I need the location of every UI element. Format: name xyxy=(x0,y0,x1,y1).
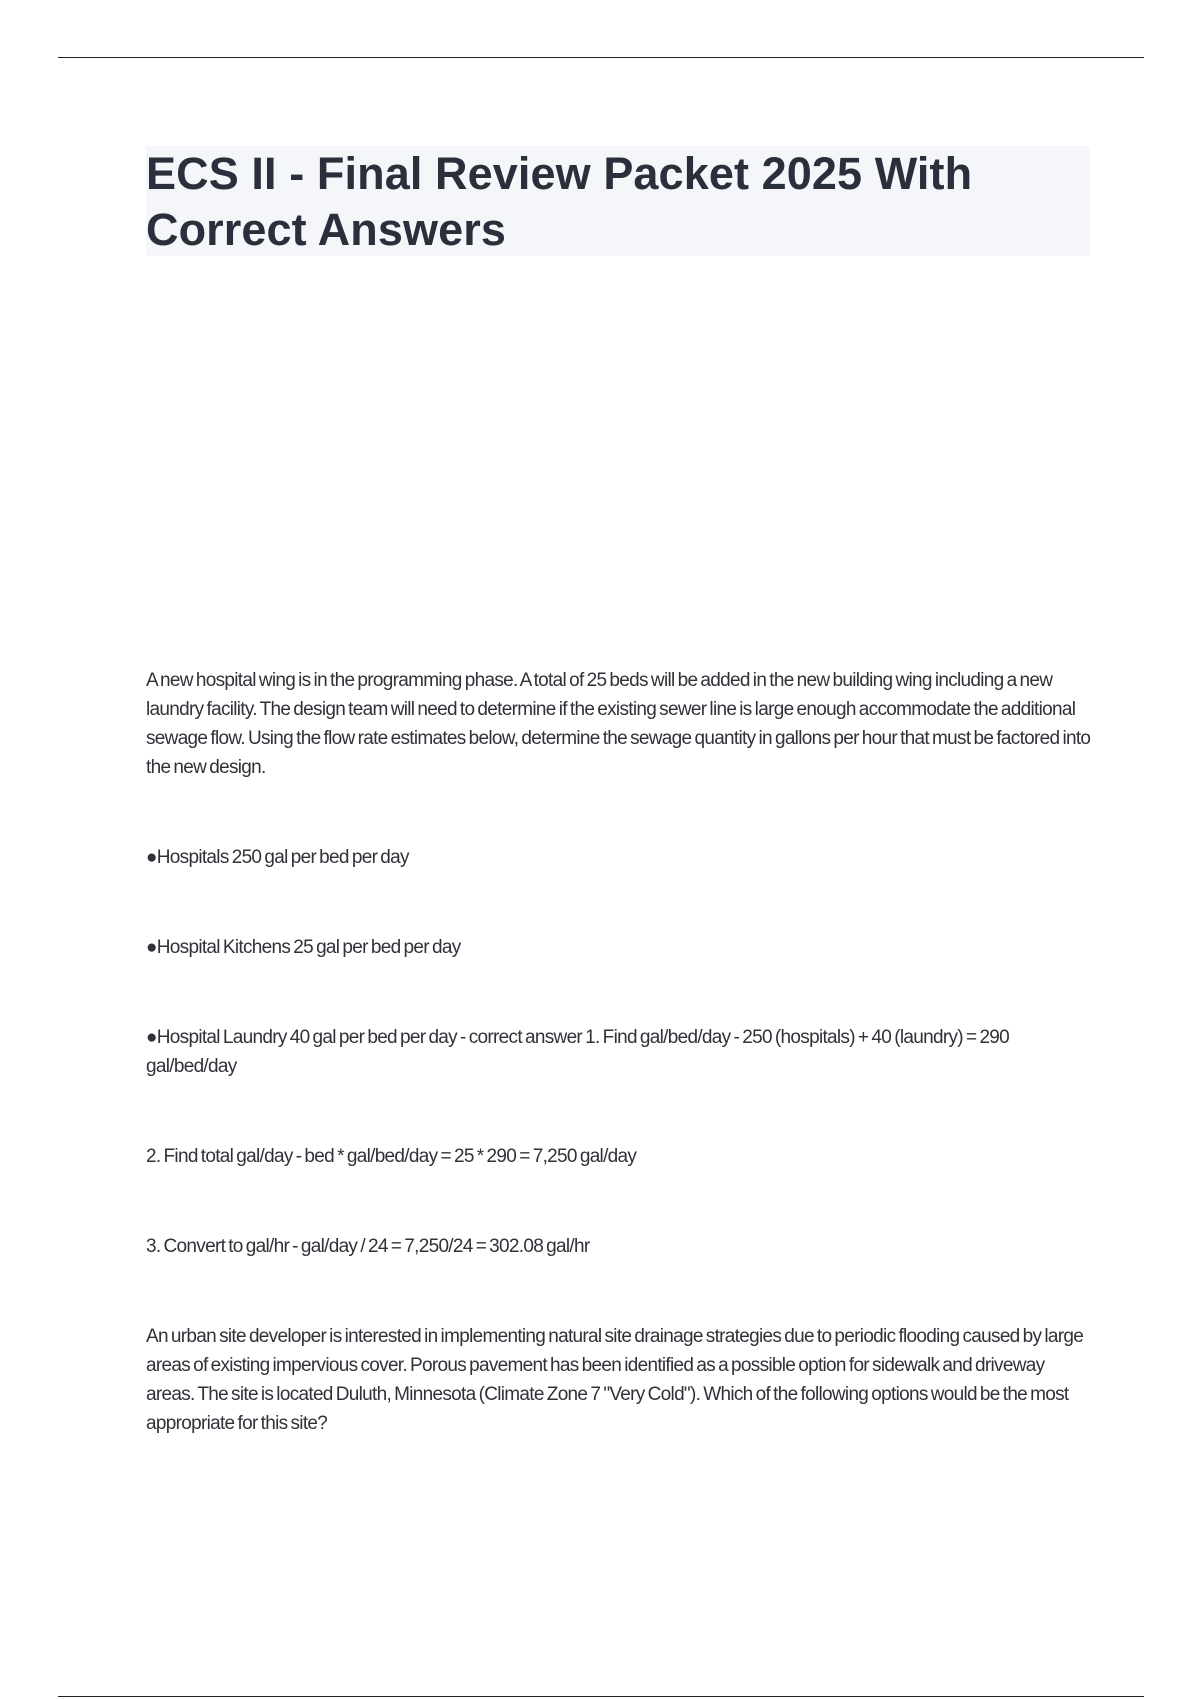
footer-rule xyxy=(58,1696,1144,1697)
answer-step-3: 3. Convert to gal/hr - gal/day / 24 = 7,250/24 = 302.08 gal/hr xyxy=(146,1236,590,1257)
question-2-prompt: An urban site developer is interested in implementing natural site drainage strategies due to periodic flooding caused by large areas of existing impervious cover. Porous pavement has been identified as a possible option for sidewalk and driveway areas. The site is located Duluth, Minnesota (Climate Zone 7 "Very Cold"). Which of the following options would be the most appropriate for this site? xyxy=(146,1326,1084,1434)
document-body xyxy=(146,666,1092,1438)
bullet-hospital-kitchens: ●Hospital Kitchens 25 gal per bed per day xyxy=(146,937,461,958)
bullet-hospital-laundry-answer: ●Hospital Laundry 40 gal per bed per day - correct answer 1. Find gal/bed/day - 250 (hospitals) + 40 (laundry) = 290 gal/bed/day xyxy=(146,1027,1010,1077)
bullet-hospitals: ●Hospitals 250 gal per bed per day xyxy=(146,847,409,868)
answer-step-2: 2. Find total gal/day - bed * gal/bed/day = 25 * 290 = 7,250 gal/day xyxy=(146,1146,637,1167)
header-rule xyxy=(58,57,1144,58)
document-title: ECS II - Final Review Packet 2025 With Correct Answers xyxy=(146,148,973,255)
question-1-prompt: A new hospital wing is in the programming phase. A total of 25 beds will be added in the new building wing including a new laundry facility. The design team will need to determine if the existing sewer line is large enough accommodate the additional sewage flow. Using the flow rate estimates below, determine the sewage quantity in gallons per hour that must be factored into the new design. xyxy=(146,670,1091,778)
